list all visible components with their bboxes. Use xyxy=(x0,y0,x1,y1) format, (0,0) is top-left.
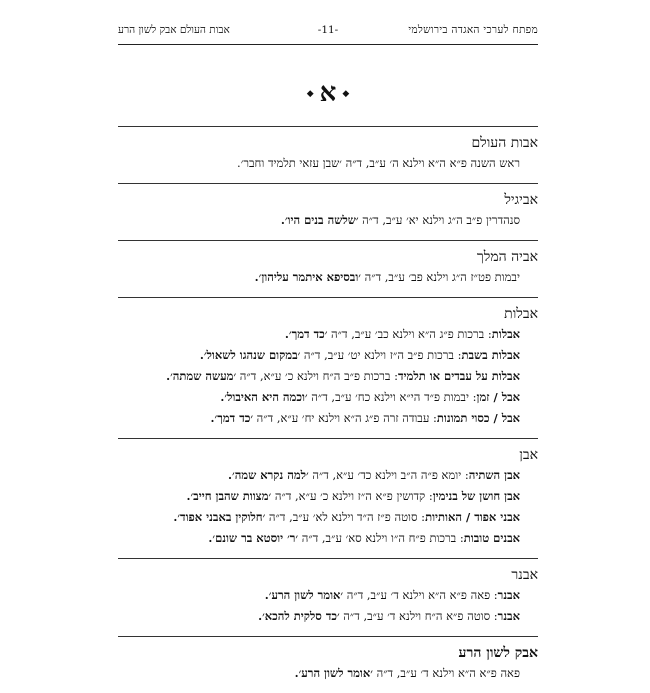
entry-title: אבות העולם xyxy=(471,135,538,151)
citation-text: יבמות פט״ז ה״ג וילנא פב׳ ע״ב, ד״ה xyxy=(360,270,520,284)
citation-text: פאה פ״א ה״א וילנא ד׳ ע״ב, ד״ה xyxy=(372,666,520,680)
citation-quote: ׳ר׳ יוסטא בר שונם׳. xyxy=(208,531,299,545)
citation-line xyxy=(118,528,538,549)
page-number: -11- xyxy=(317,24,339,36)
citation-text: : יומא פ״ה ה״ב וילנא כד׳ ע״א, ד״ה xyxy=(308,468,469,482)
entry-range: אבות העולם אבק לשון הרע xyxy=(118,24,230,36)
citation-text: : סוטה פ״א ה״ח וילנא ד׳ ע״ב, ד״ה xyxy=(339,609,498,623)
index-entries xyxy=(118,126,538,693)
entry-title: אבלות xyxy=(504,306,538,322)
subentry-label: אבלות על עבדים או תלמיד xyxy=(397,369,520,383)
index-entry xyxy=(118,240,538,297)
citation-quote: ׳במקום שנהגו לשאול׳. xyxy=(199,348,301,362)
citation-line xyxy=(118,465,538,486)
index-entry xyxy=(118,126,538,183)
citation-quote: ׳מעשה שמתה׳. xyxy=(166,369,237,383)
index-entry xyxy=(118,297,538,438)
subentry-label: אבן השתיה xyxy=(468,468,520,482)
citation-text: : ברכות פ״ח ה״ו וילנא סא׳ ע״ב, ד״ה xyxy=(298,531,464,545)
citation-quote: ׳אומר לשון הרע׳. xyxy=(264,588,344,602)
citation-text: : יבמות פ״ד הי״א וילנא כח׳ ע״ב, ד״ה xyxy=(307,390,477,404)
subentry-label: אבלות xyxy=(491,327,520,341)
entry-title: אביגיל xyxy=(504,192,538,208)
citation-quote: ׳כד סלקית להכא׳. xyxy=(258,609,340,623)
citation-line xyxy=(118,507,538,528)
subentry-label: אבני אפוד / האותיות xyxy=(425,510,520,524)
citation-text: : עבודה זרה פ״ג ה״א וילנא יח׳ ע״א, ד״ה xyxy=(253,411,437,425)
citation-line xyxy=(118,267,538,288)
citation-line xyxy=(118,210,538,231)
citation-text: : ברכות פ״ג ה״א וילנא כב׳ ע״ב, ד״ה xyxy=(327,327,492,341)
citation-quote: ׳אומר לשון הרע׳. xyxy=(294,666,373,680)
citation-line xyxy=(118,153,538,174)
citation-line xyxy=(118,387,538,408)
citation-quote: ׳חלוקין באבני אפוד׳. xyxy=(173,510,266,524)
running-head xyxy=(118,22,538,38)
citation-quote: ׳למה נקרא שמה׳. xyxy=(228,468,309,482)
citation-text: : קדושין פ״א ה״ז וילנא כ׳ ע״א, ד״ה xyxy=(271,489,433,503)
citation-text: : ברכות פ״ב ה״ז וילנא יט׳ ע״ב, ד״ה xyxy=(300,348,462,362)
index-entry xyxy=(118,636,538,693)
citation-quote: ׳שלשה בנים היו׳. xyxy=(280,213,359,227)
citation-line xyxy=(118,585,538,606)
citation-text: סנהדרין פ״ב ה״ג וילנא יא׳ ע״ב, ד״ה xyxy=(358,213,520,227)
subentry-label: אבנים טובות xyxy=(463,531,520,545)
section-letter: א xyxy=(319,78,337,108)
citation-quote: ׳ובסיפא איתמר עליהון׳. xyxy=(254,270,361,284)
citation-quote: ׳וכמה היא האיבול׳. xyxy=(220,390,308,404)
entry-title: אבק לשון הרע xyxy=(458,645,538,661)
citation-line xyxy=(118,345,538,366)
subentry-label: אבלות בשבת xyxy=(461,348,520,362)
subentry-label: אבל / זמן xyxy=(476,390,520,404)
entry-title: אבן xyxy=(519,447,538,463)
book-title: מפתח לערכי האגדה בירושלמי xyxy=(408,24,538,36)
citation-line xyxy=(118,324,538,345)
header-rule xyxy=(118,44,538,45)
citation-quote: ׳כד דמך׳. xyxy=(284,327,328,341)
citation-line xyxy=(118,408,538,429)
citation-line xyxy=(118,606,538,627)
index-entry xyxy=(118,183,538,240)
subentry-label: אבנר xyxy=(497,609,520,623)
index-entry xyxy=(118,438,538,558)
citation-quote: ׳כד דמך׳. xyxy=(210,411,254,425)
citation-text: : ברכות פ״ב ה״ח וילנא כ׳ ע״א, ד״ה xyxy=(236,369,398,383)
index-entry xyxy=(118,558,538,636)
citation-text: : סוטה פ״ז ה״ד וילנא לא׳ ע״ב, ד״ה xyxy=(265,510,426,524)
subentry-label: אבל / כסוי תמונות xyxy=(436,411,520,425)
citation-line xyxy=(118,486,538,507)
citation-line xyxy=(118,366,538,387)
subentry-label: אבנר xyxy=(497,588,520,602)
letter-heading: ◆א◆ xyxy=(306,78,350,108)
entry-title: אבנר xyxy=(511,567,538,583)
citation-line xyxy=(118,663,538,684)
subentry-label: אבן חושן של בנימין xyxy=(432,489,520,503)
citation-text: : פאה פ״א ה״א וילנא ד׳ ע״ב, ד״ה xyxy=(343,588,498,602)
entry-title: אביה המלך xyxy=(476,249,538,265)
book-page xyxy=(118,0,538,680)
citation-quote: ׳מצוות שהבן חייב׳. xyxy=(186,489,272,503)
citation-text: ראש השנה פ״א ה״א וילנא ה׳ ע״ב, ד״ה ׳שבן עזאי תלמיד וחבר׳. xyxy=(237,156,520,170)
